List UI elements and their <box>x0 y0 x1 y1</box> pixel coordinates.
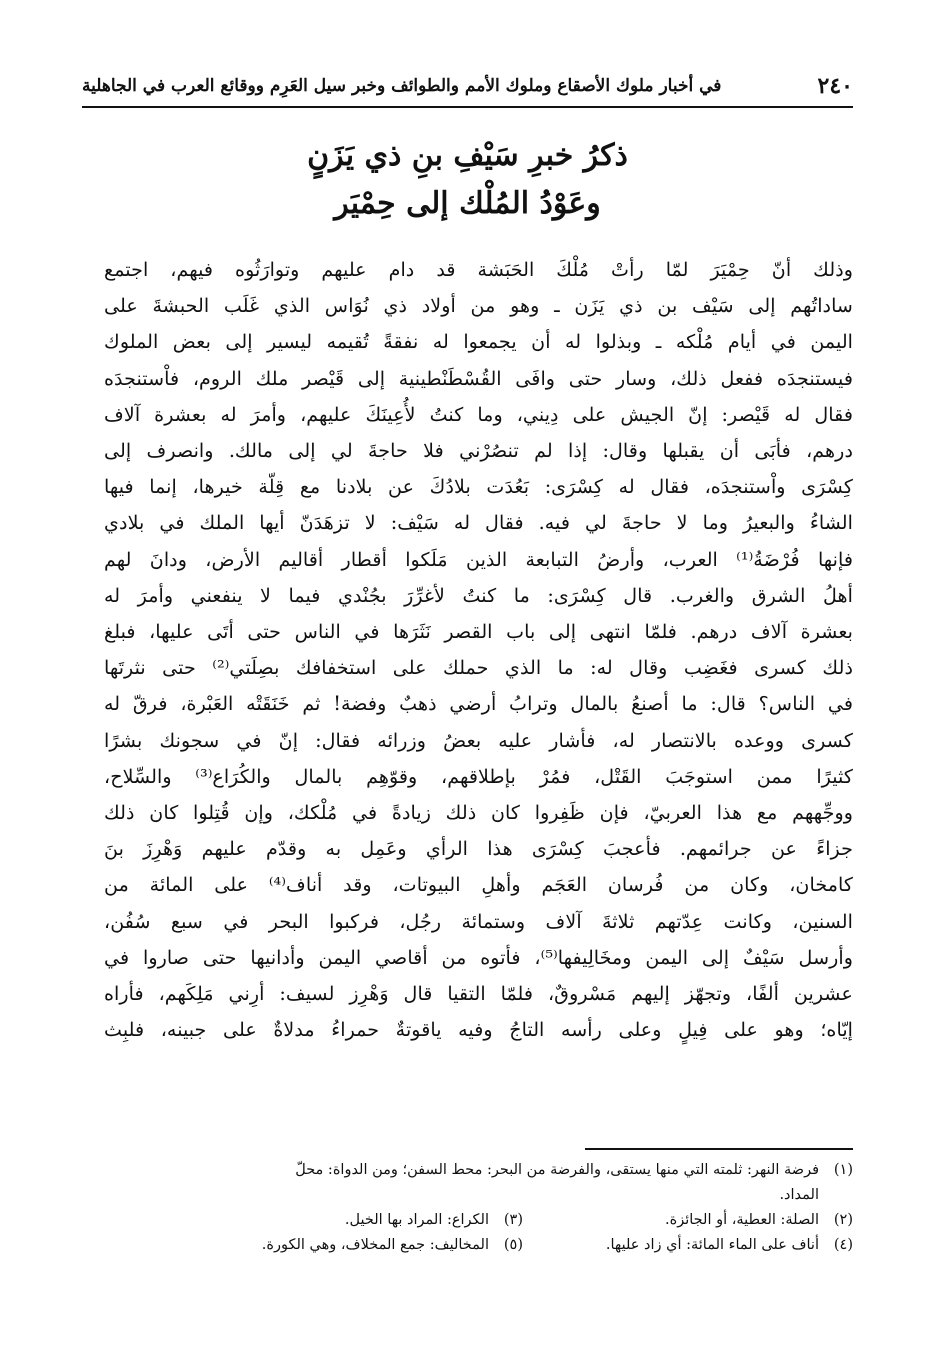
chapter-title <box>82 132 853 228</box>
footnote-text: فرضة النهر: ثلمته التي منها يستقى، والفرضة من البحر: محط السفن؛ ومن الدواة: محلّ <box>295 1162 819 1178</box>
running-title: في أخبار ملوك الأصقاع وملوك الأمم والطوائف وخبر سيل العَرِم ووقائع العرب في الجاهلية <box>82 76 722 96</box>
body-line: أهلُ الشرق والغرب. قال كِسْرَى: ما كنتُ لأغرِّرَ بجُنْدي فيما لا ينفعني وأمرَ له <box>104 583 853 607</box>
footnote-number: (٤) <box>833 1237 853 1253</box>
body-line: كثيرًا ممن استوجَبَ القَتْل، فمُرْ بإطلاقهم، وقوّهِم بالمال والكُرَاع⁽³⁾ والسِّلاح، <box>104 764 853 788</box>
footnote-pair <box>104 1208 853 1233</box>
footnote-1-continuation: المداد. <box>779 1187 819 1203</box>
body-line: ذلك كسرى فغَضِب وقال له: ما الذي حملك على استخفافك بصِلَتي⁽²⁾ حتى نثرتَها <box>104 656 853 680</box>
footnote-3 <box>193 1208 523 1233</box>
body-line: فقال له قَيْصر: إنّ الجيش على دِيني، وما كنتُ لأُعِينَكَ عليهم، وأمرَ له بعشرة آلاف <box>104 402 853 426</box>
body-line: كامخان، وكان من فُرسان العَجَم وأهلِ البيوتات، وقد أناف⁽⁴⁾ على المائة من <box>104 873 853 897</box>
footnote-number: (٥) <box>503 1237 523 1253</box>
running-header <box>82 66 853 108</box>
body-line: وذلك أنّ حِمْيَرَ لمّا رأتْ مُلْكَ الحَبَشة قد دام عليهم وتوارَثُوه فيهم، اجتمع <box>104 258 853 281</box>
footnote-text: المخاليف: جمع المخلاف، وهي الكورة. <box>261 1237 489 1253</box>
footnote-1 <box>104 1158 853 1183</box>
body-line: كسرى ووعده بالانتصار له، فأشار عليه بعضُ وزرائه فقال: إنّ في سجونك بشرًا <box>104 728 853 752</box>
page-number: ٢٤٠ <box>817 73 853 99</box>
body-line: وأرسل سَيْفٌ إلى اليمن ومخَالِيفها⁽⁵⁾، فأتوه من أقاصي اليمن وأدانيها حتى صاروا في <box>104 945 853 969</box>
body-line: درهم، فأبَى أن يقبلها وقال: إذا لم تنصُرْني فلا حاجةَ لي إلى مالك. وانصرف إلى <box>104 439 853 463</box>
chapter-title-line-2: وعَوْدُ المُلْك إلى حِمْيَر <box>334 186 601 221</box>
footnote-text: الصلة: العطية، أو الجائزة. <box>665 1212 819 1228</box>
body-line: كِسْرَى واْستنجدَه، فقال له كِسْرَى: بَعُدَت بلادُكَ عن بلادنا مع قِلّة خيرها، إنما فيها <box>104 475 853 499</box>
footnotes <box>104 1158 853 1258</box>
body-line: جزاءً عن جرائمهم. فأعجبَ كِسْرَى هذا الرأي وعَمِل به وقدّم عليهم وَهْرِزَ بنَ <box>104 837 853 861</box>
body-line: ساداتُهم إلى سَيْف بن ذي يَزَن ـ وهو من أولاد ذي نُوَاس الذي غَلَب الحبشةَ على <box>104 294 853 318</box>
footnote-number: (٢) <box>833 1212 853 1228</box>
body-line: ووجِّههم مع هذا العربيّ، فإن ظَفِروا كان ذلك زيادةً في مُلْكك، وإن قُتِلوا كان ذلك <box>104 801 853 825</box>
body-line: فيستنجدَه ففعل ذلك، وسار حتى وافَى القُسْطَنْطينية إلى قَيْصر ملك الروم، فاْستنجدَه <box>104 366 853 390</box>
footnote-2 <box>523 1208 853 1233</box>
footnote-text: الكراع: المراد بها الخيل. <box>344 1212 489 1228</box>
body-line: الشاءُ والبعيرُ وما لا حاجةَ لي فيه. فقال له سَيْف: لا تزهَدَنّ أيها الملك في بلادي <box>104 511 853 535</box>
body-line: اليمن في أيام مُلْكه ـ وبذلوا له أن يجمعوا له نفقةً تُقيمه ليسير إلى بعض الملوك <box>104 330 853 354</box>
footnote-5 <box>193 1233 523 1258</box>
body-line: عشرين ألفًا، وتجهّز إليهم مَسْروقٌ، فلمّا التقيا قال وَهْرِز لسيف: أرِني مَلِكَهم، فأراه <box>104 982 853 1006</box>
footnote-number: (٣) <box>503 1212 523 1228</box>
footnote-pair <box>104 1233 853 1258</box>
chapter-title-line-1: ذكرُ خبرِ سَيْفِ بنِ ذي يَزَنٍ <box>307 138 628 173</box>
footnote-4 <box>523 1233 853 1258</box>
footnote-separator <box>585 1148 853 1150</box>
body-line: إيّاه؛ وهو على فِيلٍ وعلى رأسه التاجُ وفيه ياقوتةٌ حمراءُ مدلاةٌ على جبينه، فلبِث <box>104 1018 853 1042</box>
footnote-number: (١) <box>833 1162 853 1178</box>
body-line: في الناس؟ قال: ما أصنعُ بالمال وترابُ أرضي ذهبٌ وفضة! ثم خَنَقَتْه العَبْرة، فرقّ له <box>104 692 853 716</box>
footnote-text: أناف على الماء المائة: أي زاد عليها. <box>605 1237 819 1253</box>
body-line: السنين، وكانت عِدّتهم ثلاثةَ آلاف وستمائة رجُل، فركبوا البحر في سبع سُفُن، <box>104 909 853 933</box>
body-text <box>104 252 853 1048</box>
body-line: بعشرة آلاف درهم. فلمّا انتهى إلى باب القصر نَثَرَها في الناس حتى أتَى عليها، فبلغ <box>104 620 853 644</box>
body-line: فإنها فُرْضَةُ⁽¹⁾ العرب، وأرضُ التبابعة الذين مَلَكوا أقطار أقاليم الأرض، ودانَ لهم <box>104 547 853 571</box>
